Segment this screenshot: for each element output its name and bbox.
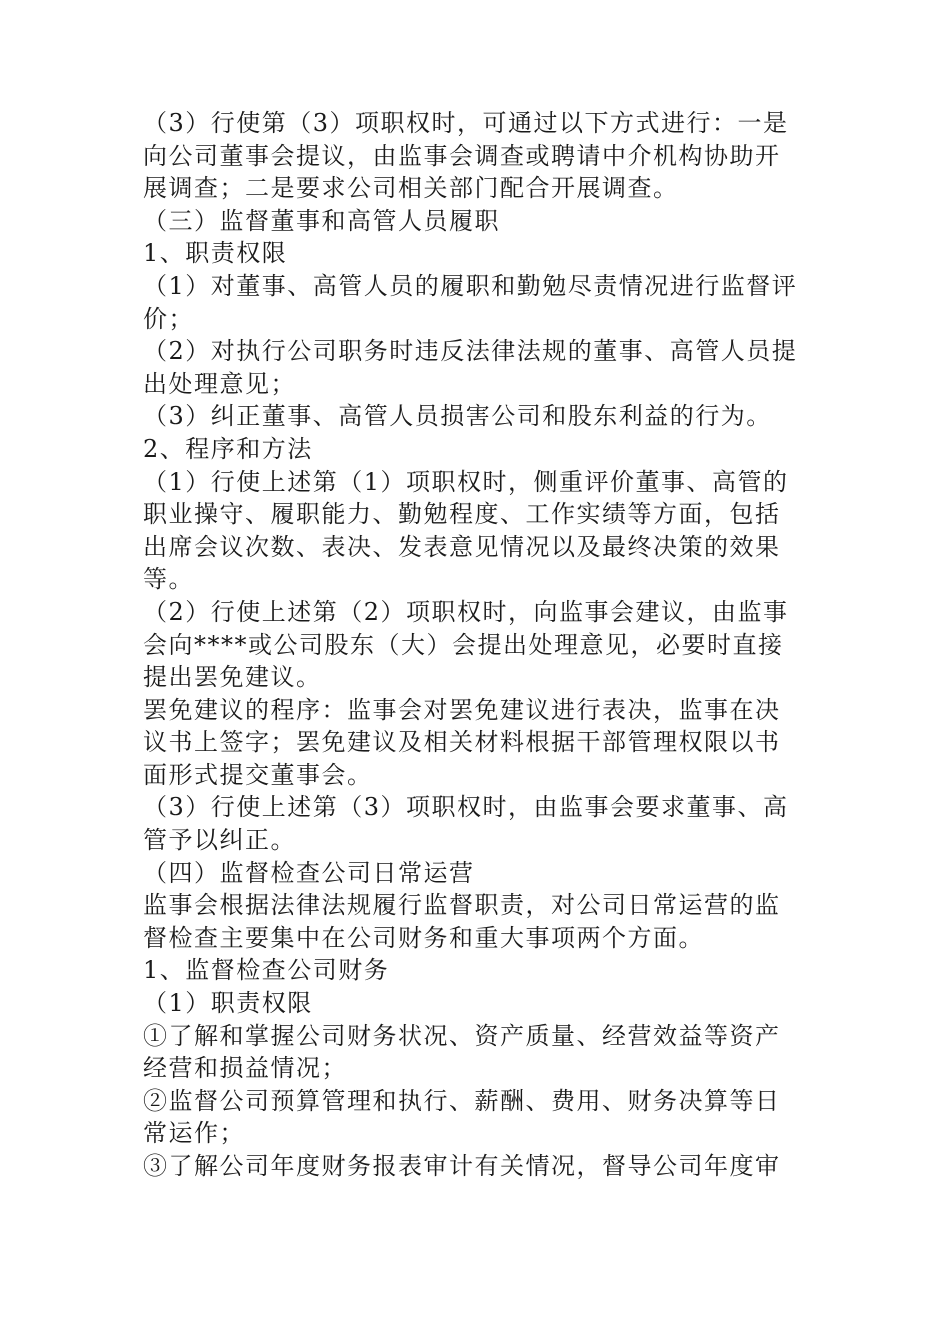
text-line: 议书上签字；罢免建议及相关材料根据干部管理权限以书 — [143, 728, 781, 757]
text-line: （3）纠正董事、高管人员损害公司和股东利益的行为。 — [143, 402, 772, 431]
text-line: 展调查；二是要求公司相关部门配合开展调查。 — [143, 174, 679, 203]
text-line: 管予以纠正。 — [143, 826, 296, 855]
text-line: 价； — [143, 304, 194, 333]
text-line: 等。 — [143, 565, 194, 594]
text-line: 罢免建议的程序：监事会对罢免建议进行表决，监事在决 — [143, 695, 781, 724]
text-line: 经营和损益情况； — [143, 1054, 347, 1083]
text-line: ①了解和掌握公司财务状况、资产质量、经营效益等资产 — [143, 1021, 781, 1050]
subsection-heading: 2、程序和方法 — [143, 434, 313, 463]
subsection-heading: （1）职责权限 — [143, 989, 313, 1018]
section-heading: （三）监督董事和高管人员履职 — [143, 206, 500, 235]
text-line: （3）行使第（3）项职权时，可通过以下方式进行：一是 — [143, 109, 789, 137]
section-heading: （四）监督检查公司日常运营 — [143, 858, 475, 887]
text-line: （2）行使上述第（2）项职权时，向监事会建议，由监事 — [143, 597, 789, 626]
text-line: ③了解公司年度财务报表审计有关情况，督导公司年度审 — [143, 1152, 781, 1180]
text-line: （1）行使上述第（1）项职权时，侧重评价董事、高管的 — [143, 467, 789, 496]
text-line: 职业操守、履职能力、勤勉程度、工作实绩等方面，包括 — [143, 500, 781, 529]
text-line: ②监督公司预算管理和执行、薪酬、费用、财务决算等日 — [143, 1086, 781, 1115]
text-line: 会向****或公司股东（大）会提出处理意见，必要时直接 — [143, 630, 784, 659]
text-line: 出席会议次数、表决、发表意见情况以及最终决策的效果 — [143, 532, 781, 561]
text-line: 常运作； — [143, 1119, 245, 1148]
text-line: 向公司董事会提议，由监事会调查或聘请中介机构协助开 — [143, 141, 781, 170]
text-line: 出处理意见； — [143, 369, 296, 398]
subsection-heading: 1、监督检查公司财务 — [143, 956, 390, 985]
text-line: （1）对董事、高管人员的履职和勤勉尽责情况进行监督评 — [143, 271, 798, 300]
text-line: （2）对执行公司职务时违反法律法规的董事、高管人员提 — [143, 337, 798, 366]
subsection-heading: 1、职责权限 — [143, 239, 288, 268]
text-line: 面形式提交董事会。 — [143, 760, 373, 789]
text-line: 督检查主要集中在公司财务和重大事项两个方面。 — [143, 923, 704, 952]
document-body — [143, 107, 803, 1183]
text-line: 提出罢免建议。 — [143, 663, 322, 692]
text-line: 监事会根据法律法规履行监督职责，对公司日常运营的监 — [143, 891, 781, 920]
text-line: （3）行使上述第（3）项职权时，由监事会要求董事、高 — [143, 793, 789, 822]
